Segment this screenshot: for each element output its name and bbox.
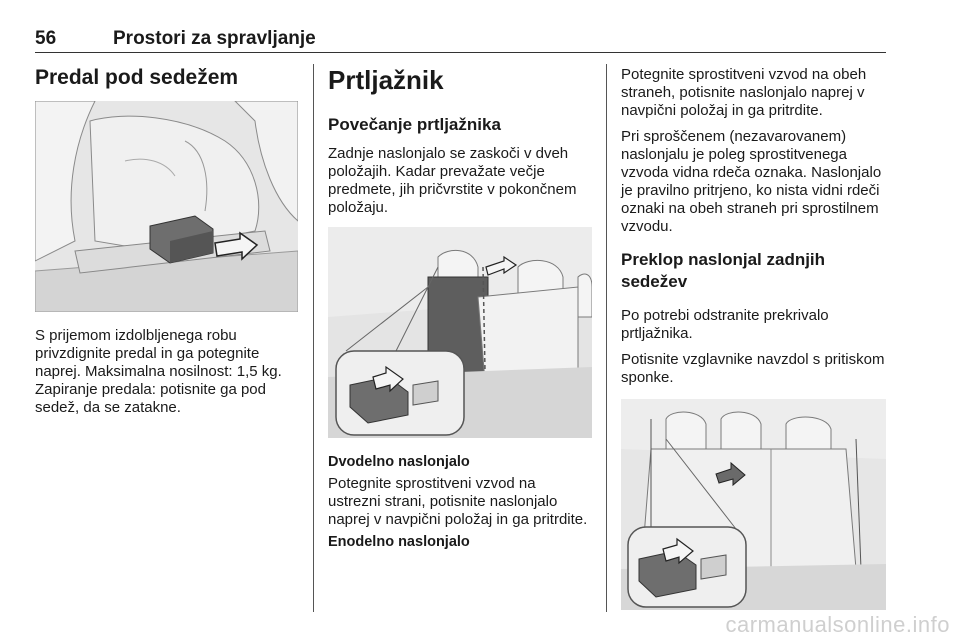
- paragraph-seat-drawer: S prijemom izdolbljenega robu privzdignite predal in ga potegnite naprej. Maksimalna nosilnost: 1,5 kg. Zapiranje predala: potisnite ga pod sedež, da se zatakne.: [35, 327, 282, 416]
- page-number: 56: [35, 28, 57, 49]
- column-1: [35, 64, 298, 417]
- page-header: [35, 28, 885, 52]
- label-single-backrest: Enodelno naslonjalo: [328, 534, 470, 550]
- paragraph-remove-cover: Po potrebi odstranite prekrivalo prtljažnika.: [621, 307, 829, 342]
- paragraph-backrest-positions: Zadnje naslonjalo se zaskoči v dveh položajih. Kadar prevažate večje predmete, jih pričvrstite v pokončnem položaju.: [328, 145, 577, 216]
- column-divider-2: [606, 64, 607, 612]
- paragraph-push-headrests: Potisnite vzglavnike navzdol s pritiskom sponke.: [621, 351, 885, 386]
- paragraph-red-mark: Pri sproščenem (nezavarovanem) naslonjalu je poleg sprostitvenega vzvoda vidna rdeča oznaka. Naslonjalo je pravilno pritrjeno, ko nista vidni rdeči oznaki na obeh straneh pri sprostilnem vzvodu.: [621, 128, 882, 235]
- subheading-fold-rear-backrests: Preklop naslonjal zadnjih sedežev: [621, 250, 826, 291]
- seat-drawer-illustration: [35, 101, 298, 312]
- subheading-increase-luggage: Povečanje prtljažnika: [328, 115, 501, 134]
- column-2: [328, 64, 592, 552]
- watermark: carmanualsonline.info: [725, 612, 950, 637]
- header-rule: [35, 52, 886, 53]
- running-title: Prostori za spravljanje: [113, 28, 316, 49]
- figure-headrests: [621, 399, 886, 610]
- headrests-illustration: [621, 399, 886, 610]
- figure-seat-drawer: [35, 101, 298, 312]
- column-divider-1: [313, 64, 314, 612]
- paragraph-release-both: Potegnite sprostitveni vzvod na obeh straneh, potisnite naslonjalo naprej v navpični položaj in ga pritrdite.: [621, 66, 867, 119]
- paragraph-split-backrest: Potegnite sprostitveni vzvod na ustrezni strani, potisnite naslonjalo naprej v navpični položaj in ga pritrdite.: [328, 475, 588, 528]
- figure-split-backrest: [328, 227, 592, 438]
- split-backrest-illustration: [328, 227, 592, 438]
- section-heading-seat-drawer: Predal pod sedežem: [35, 66, 239, 89]
- label-split-backrest: Dvodelno naslonjalo: [328, 454, 470, 470]
- section-heading-luggage: Prtljažnik: [328, 65, 444, 95]
- column-3: [621, 64, 886, 610]
